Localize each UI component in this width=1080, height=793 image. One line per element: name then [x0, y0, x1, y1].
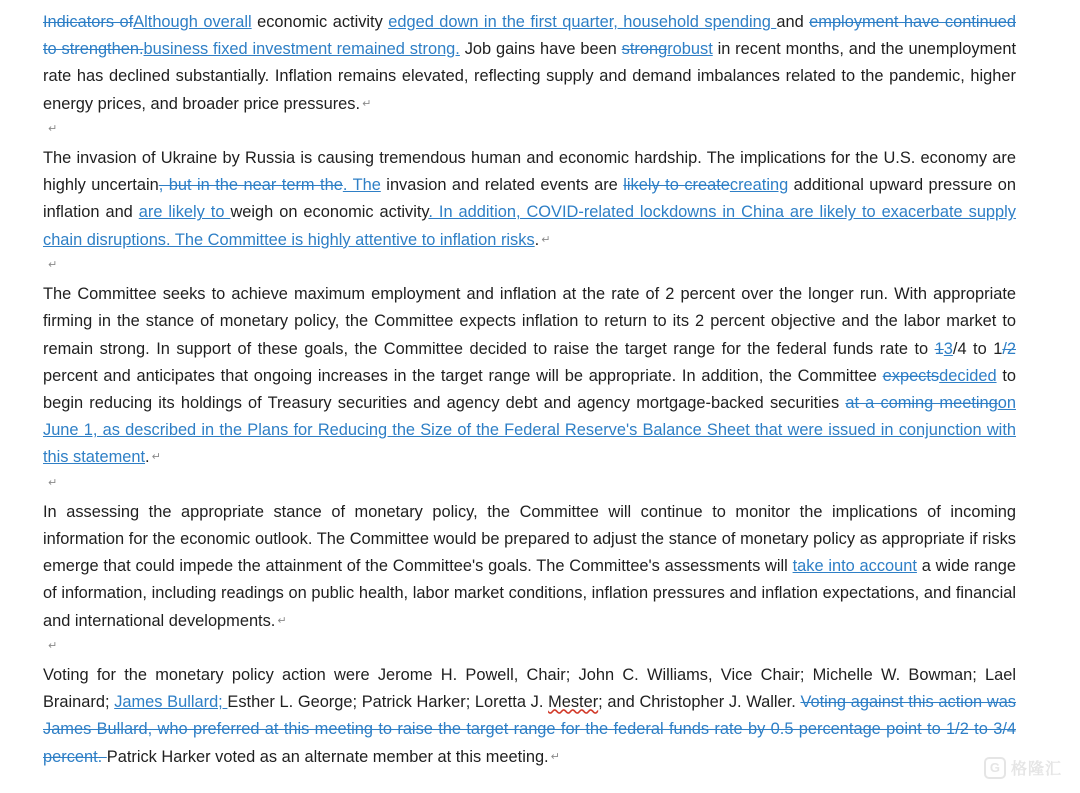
body-text: . — [145, 448, 150, 467]
body-text: invasion and related events are — [380, 176, 624, 195]
pilcrow-return-icon: ↵ — [48, 639, 58, 652]
inserted-text: business fixed investment remained strong. — [143, 40, 460, 59]
body-text: in recent months, and the unemployment rate has declined substantially. Inflation remains elevated, reflecting supply and demand imbalances related to the pandemic, higher energy prices, and broader price pressures. — [43, 40, 1017, 113]
watermark — [984, 756, 1062, 779]
inserted-text: . In addition, COVID-related lockdowns in China are likely to exacerbate supply chain disruptions. The Committee is highly attentive to inflation risks — [43, 203, 1017, 249]
body-text: The invasion of Ukraine by Russia is causing tremendous human and economic hardship. The implications for the U.S. economy are highly uncertain — [43, 149, 1016, 195]
body-text: weigh on economic activity — [230, 203, 429, 222]
body-text: percent and anticipates that ongoing increases in the target range will be appropriate. In addition, the Committee — [43, 366, 883, 385]
deleted-text: likely to create — [623, 176, 730, 195]
inserted-text: Although overall — [133, 13, 252, 31]
pilcrow-return-icon: ↵ — [362, 97, 372, 110]
deleted-text: strong — [621, 40, 668, 59]
body-text: Job gains have been — [459, 40, 622, 59]
watermark-text: 格隆汇 — [1010, 761, 1062, 778]
empty-paragraph — [43, 118, 1016, 145]
body-text: economic activity — [251, 13, 389, 31]
deleted-text: at a coming meeting — [845, 393, 998, 412]
body-text: The Committee seeks to achieve maximum employment and inflation at the rate of 2 percent over the longer run. With appropriate firming in the stance of monetary policy, the Committee expects inflation to return to its 2 percent objective and the labor market to remain strong. In support of these goals, the Committee decided to raise the target range for the federal funds rate to — [43, 285, 1016, 358]
body-text: /4 to 1 — [952, 339, 1003, 358]
inserted-text: edged down in the first quarter, household spending — [388, 13, 777, 31]
document-body[interactable] — [43, 9, 1016, 771]
deleted-text: , but in the near term the — [158, 176, 343, 195]
misspelled-word: Mester — [548, 693, 599, 712]
inserted-text: decided — [939, 366, 997, 385]
pilcrow-return-icon: ↵ — [277, 614, 287, 627]
body-text: In assessing the appropriate stance of monetary policy, the Committee will continue to monitor the implications of incoming information for the economic outlook. The Committee would be prepared to adjust the stance of monetary policy as appropriate if risks emerge that could impede the attainment of the Committee's goals. The Committee's assessments will — [43, 502, 1016, 576]
deleted-text: Voting against this action was James Bullard, who preferred at this meeting to raise the target range for the federal funds rate by 0.5 percentage point to 1/2 to 3/4 percent. — [43, 693, 1017, 766]
inserted-text: on June 1, as described in the Plans for Reducing the Size of the Federal Reserve's Balance Sheet that were issued in conjunction with this statement — [43, 393, 1016, 467]
paragraph-5[interactable] — [43, 662, 1016, 771]
body-text: ; and Christopher J. Waller. — [598, 693, 801, 712]
pilcrow-return-icon: ↵ — [48, 258, 58, 271]
empty-paragraph — [43, 635, 1016, 662]
pilcrow-return-icon: ↵ — [151, 451, 161, 464]
deleted-text: 1 — [934, 339, 944, 358]
pilcrow-return-icon: ↵ — [48, 122, 58, 135]
inserted-text: take into account — [792, 557, 917, 576]
inserted-text: creating — [729, 176, 789, 195]
paragraph-3[interactable] — [43, 281, 1016, 471]
pilcrow-return-icon: ↵ — [541, 233, 551, 246]
deleted-text: expects — [882, 366, 940, 385]
deleted-text: Indicators of — [43, 13, 134, 31]
body-text: Patrick Harker voted as an alternate member at this meeting. — [106, 747, 549, 766]
empty-paragraph — [43, 472, 1016, 499]
paragraph-1[interactable] — [43, 9, 1016, 118]
inserted-text: James Bullard; — [114, 693, 228, 712]
inserted-text: robust — [667, 40, 713, 59]
deleted-text: employment have continued to strengthen. — [43, 13, 1016, 59]
deleted-text: /2 — [1002, 339, 1016, 358]
body-text: Voting for the monetary policy action were Jerome H. Powell, Chair; John C. Williams, Vice Chair; Michelle W. Bowman; Lael Brainard; — [43, 666, 1016, 712]
inserted-text: . The — [342, 176, 381, 195]
pilcrow-return-icon: ↵ — [550, 750, 560, 763]
paragraph-4[interactable] — [43, 499, 1016, 635]
body-text: to begin reducing its holdings of Treasury securities and agency debt and agency mortgage-backed securities — [43, 366, 1016, 412]
pilcrow-return-icon: ↵ — [48, 476, 58, 489]
gelonghui-logo-icon: G — [984, 757, 1006, 779]
body-text: additional upward pressure on inflation and — [43, 176, 1017, 222]
body-text: Esther L. George; Patrick Harker; Loretta J. — [227, 693, 549, 712]
empty-paragraph — [43, 254, 1016, 281]
body-text: . — [534, 230, 540, 249]
paragraph-2[interactable] — [43, 145, 1016, 254]
inserted-text: 3 — [943, 339, 953, 358]
body-text: and — [776, 13, 810, 31]
inserted-text: are likely to — [138, 203, 231, 222]
body-text: a wide range of information, including readings on public health, labor market conditions, inflation pressures and inflation expectations, and financial and international developments. — [43, 557, 1016, 630]
